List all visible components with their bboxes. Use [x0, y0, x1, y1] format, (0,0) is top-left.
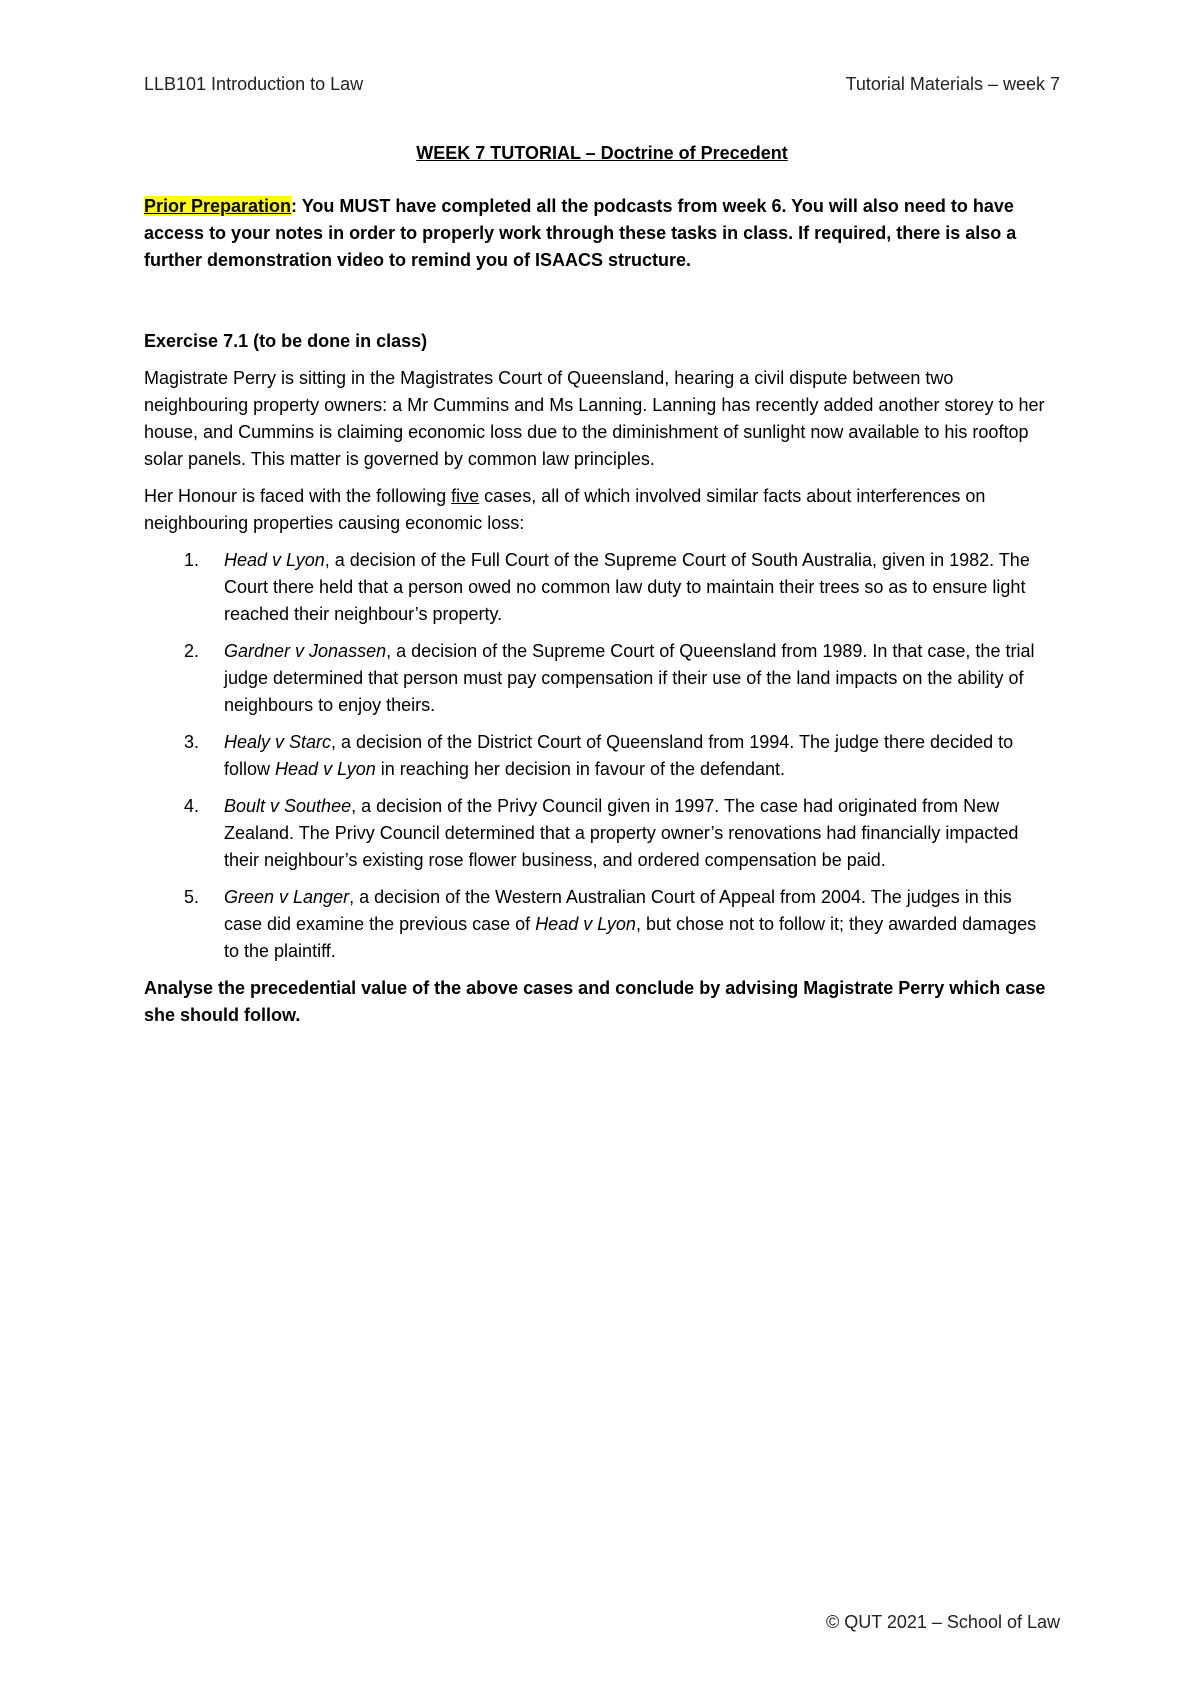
cases-intro-pre: Her Honour is faced with the following [144, 486, 452, 506]
case-description-tail: , but chose not to follow it; they awarded damages to the plaintiff. [224, 914, 1037, 961]
case-description: , a decision of the District Court of Queensland from 1994. The judge there decided to follow [224, 732, 1014, 779]
scenario-paragraph: Magistrate Perry is sitting in the Magistrates Court of Queensland, hearing a civil dispute between two neighbouring property owners: a Mr Cummins and Ms Lanning. Lanning has recently added another storey to her house, and Cummins is claiming economic loss due to the diminishment of sunlight now available to his rooftop solar panels. This matter is governed by common law principles. [144, 368, 1045, 469]
case-name: Boult v Southee [224, 796, 352, 816]
case-item [144, 638, 1060, 719]
exercise-heading: Exercise 7.1 (to be done in class) [144, 331, 428, 351]
prior-preparation-label: Prior Preparation [144, 196, 292, 216]
case-description-tail: in reaching her decision in favour of the defendant. [375, 759, 786, 779]
case-description: , a decision of the Supreme Court of Queensland from 1989. In that case, the trial judge determined that person must pay compensation if their use of the land impacts on the ability of neighbours to enjoy theirs. [224, 641, 1035, 715]
cases-intro-emphasis: five [451, 486, 480, 506]
page-header [144, 74, 1060, 95]
prior-preparation [144, 193, 1060, 274]
case-name: Head v Lyon [224, 550, 325, 570]
header-materials: Tutorial Materials – week 7 [845, 74, 1060, 94]
case-description: , a decision of the Full Court of the Supreme Court of South Australia, given in 1982. The Court there held that a person owed no common law duty to maintain their trees so as to ensure light reached their neighbour’s property. [224, 550, 1030, 624]
case-number: 2. [184, 641, 200, 661]
case-item [144, 793, 1060, 874]
document-body [144, 140, 1060, 1029]
case-text [224, 729, 1060, 783]
case-item [144, 884, 1060, 965]
page-title: WEEK 7 TUTORIAL – Doctrine of Precedent [416, 143, 788, 163]
case-item [144, 729, 1060, 783]
case-item [144, 547, 1060, 628]
case-description: , a decision of the Privy Council given in 1997. The case had originated from New Zealand. The Privy Council determined that a property owner’s renovations had financially impacted their neighbour’s existing rose flower business, and ordered compensation be paid. [224, 796, 1019, 870]
case-text [224, 547, 1060, 628]
cases-intro [144, 483, 1060, 537]
case-text [224, 884, 1060, 965]
case-text [224, 793, 1060, 874]
exercise-question: Analyse the precedential value of the above cases and conclude by advising Magistrate Perry which case she should follow. [144, 978, 1046, 1025]
case-name: Healy v Starc [224, 732, 332, 752]
case-list [144, 547, 1060, 965]
case-number: 4. [184, 796, 200, 816]
case-description: , a decision of the Western Australian Court of Appeal from 2004. The judges in this case did examine the previous case of [224, 887, 1012, 934]
page-footer: © QUT 2021 – School of Law [825, 1612, 1060, 1632]
case-name: Green v Langer [224, 887, 350, 907]
case-number: 3. [184, 732, 200, 752]
case-name: Gardner v Jonassen [224, 641, 387, 661]
header-course: LLB101 Introduction to Law [144, 74, 364, 94]
cases-intro-post: cases, all of which involved similar facts about interferences on neighbouring properties causing economic loss: [144, 486, 986, 533]
case-text [224, 638, 1060, 719]
case-name-cited: Head v Lyon [535, 914, 636, 934]
prior-preparation-text: : You MUST have completed all the podcasts from week 6. You will also need to have access to your notes in order to properly work through these tasks in class. If required, there is also a further demonstration video to remind you of ISAACS structure. [144, 196, 1017, 270]
case-number: 1. [184, 550, 200, 570]
case-name-cited: Head v Lyon [275, 759, 376, 779]
case-number: 5. [184, 887, 200, 907]
